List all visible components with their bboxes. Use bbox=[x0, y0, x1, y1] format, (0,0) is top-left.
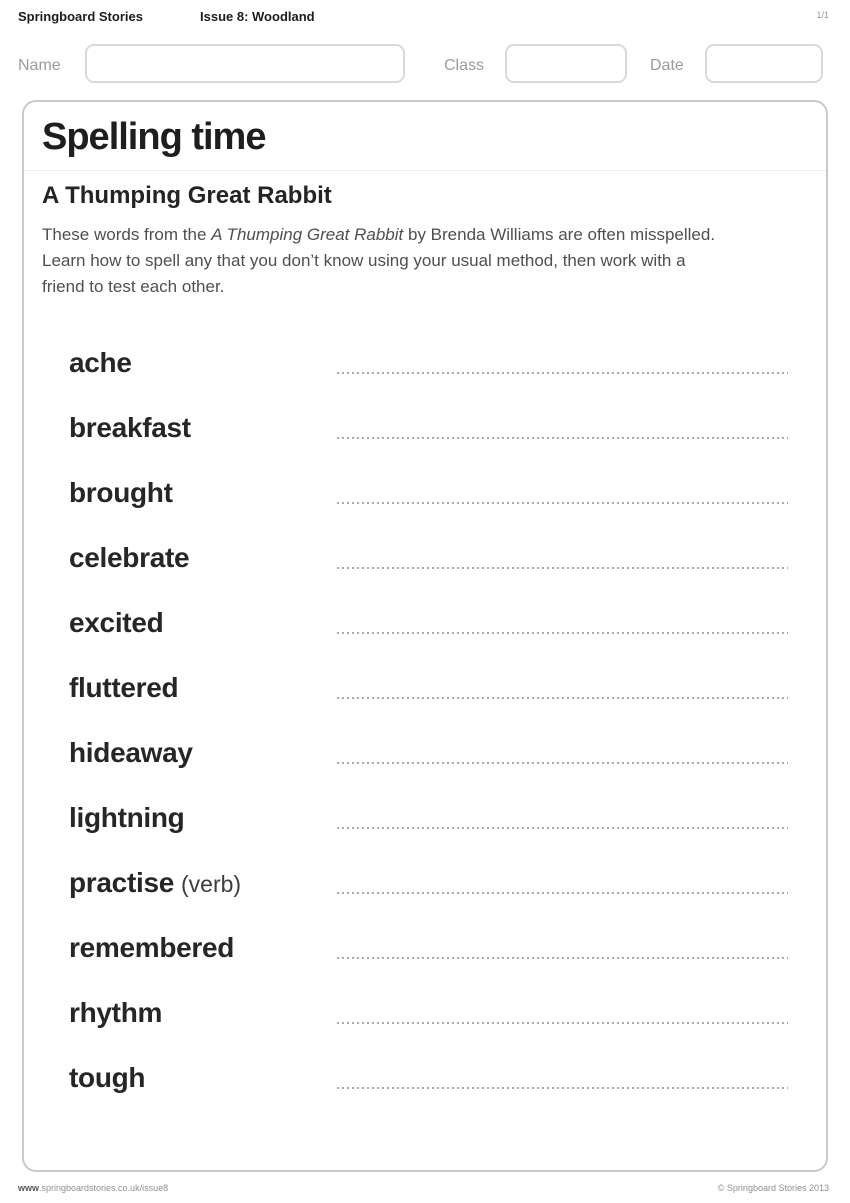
answer-dotted-line[interactable] bbox=[337, 632, 788, 634]
page-title: Spelling time bbox=[42, 116, 266, 158]
answer-dotted-line[interactable] bbox=[337, 502, 788, 504]
answer-dotted-line[interactable] bbox=[337, 1022, 788, 1024]
brand-title: Springboard Stories bbox=[18, 9, 143, 24]
word-row bbox=[24, 460, 826, 525]
book-title-italic: A Thumping Great Rabbit bbox=[211, 225, 404, 244]
answer-dotted-line[interactable] bbox=[337, 437, 788, 439]
word-row bbox=[24, 980, 826, 1045]
intro-line: Learn how to spell any that you don’t know using your usual method, then work with a bbox=[42, 251, 686, 270]
word-note: (verb) bbox=[181, 870, 242, 897]
word-row bbox=[24, 330, 826, 395]
answer-dotted-line[interactable] bbox=[337, 892, 788, 894]
spelling-word: ache bbox=[69, 346, 132, 378]
divider bbox=[24, 170, 826, 171]
class-label: Class bbox=[444, 57, 485, 74]
name-input[interactable] bbox=[85, 44, 405, 83]
spelling-word: tough bbox=[69, 1061, 146, 1093]
word-row bbox=[24, 1045, 826, 1110]
answer-dotted-line[interactable] bbox=[337, 567, 788, 569]
answer-dotted-line[interactable] bbox=[337, 1087, 788, 1089]
spelling-word: rhythm bbox=[69, 996, 163, 1028]
worksheet-card bbox=[22, 100, 828, 1172]
intro-line: These words from the A Thumping Great Rabbit by Brenda Williams are often misspelled. bbox=[42, 225, 716, 244]
spelling-word: breakfast bbox=[69, 411, 191, 443]
word-row bbox=[24, 590, 826, 655]
intro-line: friend to test each other. bbox=[42, 277, 225, 296]
answer-dotted-line[interactable] bbox=[337, 372, 788, 374]
spelling-word: lightning bbox=[69, 801, 185, 833]
answer-dotted-line[interactable] bbox=[337, 827, 788, 829]
name-label: Name bbox=[18, 57, 61, 74]
class-input[interactable] bbox=[505, 44, 627, 83]
date-label: Date bbox=[650, 57, 684, 74]
spelling-word: practise bbox=[69, 866, 174, 898]
word-row bbox=[24, 850, 826, 915]
issue-title: Issue 8: Woodland bbox=[200, 9, 315, 24]
word-row bbox=[24, 785, 826, 850]
story-subtitle: A Thumping Great Rabbit bbox=[42, 182, 332, 209]
intro-paragraph bbox=[42, 222, 802, 300]
answer-dotted-line[interactable] bbox=[337, 762, 788, 764]
word-row bbox=[24, 655, 826, 720]
word-row bbox=[24, 720, 826, 785]
word-row bbox=[24, 525, 826, 590]
spelling-word: brought bbox=[69, 476, 173, 508]
spelling-word: celebrate bbox=[69, 541, 190, 573]
spelling-word: excited bbox=[69, 606, 164, 638]
word-list bbox=[24, 330, 826, 1110]
word-row bbox=[24, 915, 826, 980]
word-row bbox=[24, 395, 826, 460]
answer-dotted-line[interactable] bbox=[337, 957, 788, 959]
page-number: 1/1 bbox=[816, 10, 829, 20]
answer-dotted-line[interactable] bbox=[337, 697, 788, 699]
spelling-word: hideaway bbox=[69, 736, 193, 768]
date-input[interactable] bbox=[705, 44, 823, 83]
footer-copyright: © Springboard Stories 2013 bbox=[717, 1183, 829, 1193]
spelling-word: remembered bbox=[69, 931, 235, 963]
footer-url: www.springboardstories.co.uk/issue8 bbox=[18, 1183, 169, 1193]
spelling-word: fluttered bbox=[69, 671, 179, 703]
